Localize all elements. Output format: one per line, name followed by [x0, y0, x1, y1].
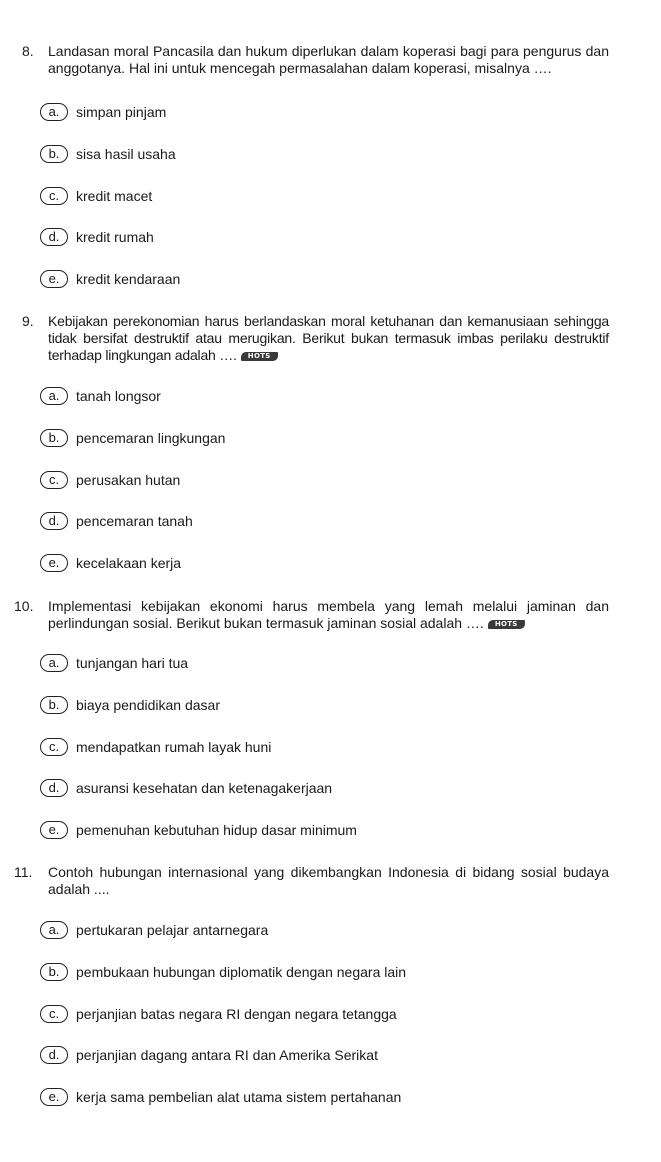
question-text: Landasan moral Pancasila dan hukum diperlukan dalam koperasi bagi para pengurus dan anggotanya. Hal ini untuk mencegah permasalahan dalam koperasi, misalnya ….: [48, 43, 609, 76]
option-letter: b.: [40, 145, 68, 163]
option-text: pembukaan hubungan diplomatik dengan negara lain: [76, 964, 407, 980]
option-text: kredit rumah: [76, 229, 154, 245]
option-text: kerja sama pembelian alat utama sistem pertahanan: [76, 1089, 402, 1105]
option-letter: c.: [40, 471, 68, 489]
option-9a[interactable]: [40, 386, 161, 406]
question-number: 8.: [22, 43, 34, 59]
option-text: kecelakaan kerja: [76, 555, 182, 571]
option-10e[interactable]: [40, 820, 357, 840]
option-10c[interactable]: [40, 737, 271, 757]
option-text: asuransi kesehatan dan ketenagakerjaan: [76, 780, 333, 796]
option-9e[interactable]: [40, 553, 181, 573]
option-text: perjanjian batas negara RI dengan negara tetangga: [76, 1006, 397, 1022]
option-letter: e.: [40, 821, 68, 839]
question-9: [0, 313, 661, 364]
question-number: 11.: [14, 864, 33, 880]
question-10: [0, 598, 661, 632]
option-letter: d.: [40, 228, 68, 246]
option-text: tunjangan hari tua: [76, 655, 189, 671]
option-letter: e.: [40, 270, 68, 288]
option-text: simpan pinjam: [76, 104, 167, 120]
option-letter: d.: [40, 512, 68, 530]
option-letter: a.: [40, 921, 68, 939]
question-header: [0, 598, 661, 632]
option-8e[interactable]: [40, 269, 180, 289]
option-text: kredit macet: [76, 188, 153, 204]
question-8: [0, 43, 661, 77]
question-text: Contoh hubungan internasional yang dikembangkan Indonesia di bidang sosial budaya adalah ....: [48, 864, 609, 897]
question-number: 10.: [14, 598, 34, 614]
option-text: pencemaran tanah: [76, 513, 193, 529]
option-11c[interactable]: [40, 1004, 397, 1024]
option-letter: a.: [40, 654, 68, 672]
option-letter: a.: [40, 387, 68, 405]
option-text: sisa hasil usaha: [76, 146, 176, 162]
question-text-body: Kebijakan perekonomian harus berlandaskan moral ketuhanan dan kemanusiaan sehingga tidak bersifat destruktif atau merugikan. Berikut bukan termasuk imbas perilaku destruktif terhadap lingkungan adalah ….: [48, 313, 609, 363]
question-header: [0, 43, 661, 77]
option-8a[interactable]: [40, 102, 166, 122]
option-10a[interactable]: [40, 653, 188, 673]
option-text: perjanjian dagang antara RI dan Amerika Serikat: [76, 1047, 378, 1063]
hots-badge: HOTS: [488, 620, 525, 629]
option-letter: e.: [40, 1088, 68, 1106]
option-letter: b.: [40, 963, 68, 981]
option-text: kredit kendaraan: [76, 271, 181, 287]
option-9d[interactable]: [40, 511, 193, 531]
option-text: pemenuhan kebutuhan hidup dasar minimum: [76, 822, 357, 838]
question-text: [48, 313, 609, 364]
option-11a[interactable]: [40, 920, 268, 940]
question-text-body: Implementasi kebijakan ekonomi harus membela yang lemah melalui jaminan dan perlindungan sosial. Berikut bukan termasuk jaminan sosial adalah ….: [48, 598, 609, 631]
option-11e[interactable]: [40, 1087, 401, 1107]
option-letter: c.: [40, 1005, 68, 1023]
option-letter: d.: [40, 779, 68, 797]
option-8d[interactable]: [40, 227, 154, 247]
question-header: [0, 864, 661, 898]
option-letter: c.: [40, 187, 68, 205]
option-11d[interactable]: [40, 1045, 378, 1065]
hots-badge: HOTS: [241, 352, 278, 361]
option-letter: c.: [40, 738, 68, 756]
option-text: pencemaran lingkungan: [76, 430, 226, 446]
question-text: [48, 598, 609, 632]
option-text: mendapatkan rumah layak huni: [76, 739, 272, 755]
option-text: pertukaran pelajar antarnegara: [76, 922, 269, 938]
option-text: perusakan hutan: [76, 472, 181, 488]
option-letter: d.: [40, 1046, 68, 1064]
option-letter: a.: [40, 103, 68, 121]
option-10d[interactable]: [40, 778, 332, 798]
question-number: 9.: [22, 313, 34, 329]
option-text: biaya pendidikan dasar: [76, 697, 220, 713]
option-9b[interactable]: [40, 428, 225, 448]
option-10b[interactable]: [40, 695, 220, 715]
question-11: [0, 864, 661, 898]
question-header: [0, 313, 661, 364]
option-9c[interactable]: [40, 470, 180, 490]
option-text: tanah longsor: [76, 388, 161, 404]
option-8b[interactable]: [40, 144, 176, 164]
option-letter: b.: [40, 696, 68, 714]
option-8c[interactable]: [40, 186, 152, 206]
option-letter: e.: [40, 554, 68, 572]
option-letter: b.: [40, 429, 68, 447]
option-11b[interactable]: [40, 962, 406, 982]
